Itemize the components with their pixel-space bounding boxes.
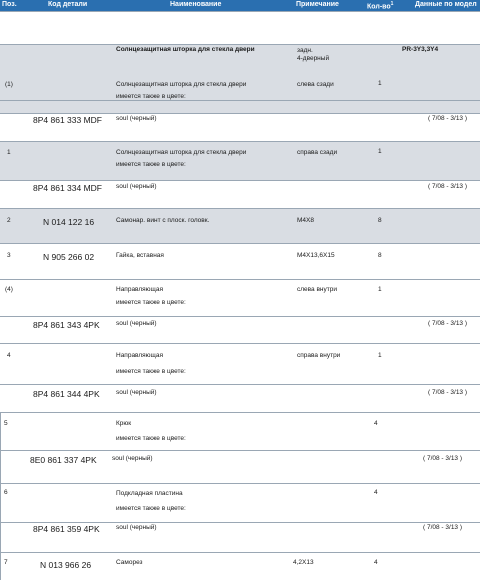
color-label: soul (черный) [116,524,157,531]
row-name: Солнцезащитная шторка для стекла двери [116,81,247,88]
row-note: справа внутри [297,352,341,359]
row-qty: 1 [378,148,382,155]
row-name: Крюк [116,420,132,427]
row-also-color: имеется также в цвете: [116,161,186,168]
row-name: Саморез [116,559,143,566]
rule [0,522,480,523]
color-label: soul (черный) [112,455,153,462]
row-qty: 4 [374,420,378,427]
row-pos: 2 [7,217,11,224]
rule [0,44,480,45]
table-header [0,0,480,11]
group-model: PR-3Y3,3Y4 [402,46,439,53]
row-name: Гайка, вставная [116,252,164,259]
rule [0,483,480,484]
row-pos: (4) [5,286,13,293]
row-also-color: имеется также в цвете: [116,368,186,375]
rule [0,316,480,317]
date-range: ( 7/08 - 3/13 ) [428,389,468,396]
row-also-color: имеется также в цвете: [116,93,186,100]
rule [0,113,480,114]
col-qty-label: Кол-во [367,3,391,11]
rule [0,450,480,451]
col-qty-header [367,1,393,10]
row-name: Подкладная пластина [116,490,183,497]
part-code-link[interactable]: N 013 966 26 [40,560,92,570]
row-qty: 8 [378,217,382,224]
rule [0,141,480,142]
row-also-color: имеется также в цвете: [116,505,186,512]
row-qty: 1 [378,80,382,87]
row-also-color: имеется также в цвете: [116,435,186,442]
rule [0,180,480,181]
row-note: M4X8 [297,217,314,224]
date-range: ( 7/08 - 3/13 ) [423,455,463,462]
col-model-header: Данные по модел [415,1,477,8]
color-label: soul (черный) [116,389,157,396]
date-range: ( 7/08 - 3/13 ) [423,524,463,531]
row-qty: 1 [378,286,382,293]
date-range: ( 7/08 - 3/13 ) [428,320,468,327]
row-note: слева сзади [297,81,334,88]
row-name: Самонар. винт с плоск. головк. [116,217,210,224]
row-name: Направляющая [116,286,164,293]
part-code-link[interactable]: 8P4 861 333 MDF [33,115,102,125]
part-code-link[interactable]: 8E0 861 337 4PK [30,455,97,465]
row-qty: 4 [374,489,378,496]
part-code-link[interactable]: 8P4 861 343 4PK [33,320,100,330]
row-note: справа сзади [297,149,338,156]
row-name: Солнцезащитная шторка для стекла двери [116,149,247,156]
row-qty: 8 [378,252,382,259]
row-pos: 4 [7,352,11,359]
rule [0,11,480,12]
row-pos: 5 [4,420,8,427]
date-range: ( 7/08 - 3/13 ) [428,115,468,122]
rule [0,412,480,413]
row-note: 4,2X13 [293,559,314,566]
col-name-header: Наименование [170,1,222,8]
row-pos: (1) [5,81,13,88]
part-code-link[interactable]: N 014 122 16 [43,217,95,227]
col-pos-header: Поз. [2,1,17,8]
col-qty-footnote: 1 [390,1,394,7]
rule [0,243,480,244]
row-name: Направляющая [116,352,164,359]
part-code-link[interactable]: 8P4 861 334 MDF [33,183,102,193]
date-range: ( 7/08 - 3/13 ) [428,183,468,190]
left-border [0,412,1,580]
group-title: Солнцезащитная шторка для стекла двери [116,46,255,53]
row-note: M4X13,6X15 [297,252,335,259]
color-label: soul (черный) [116,115,157,122]
rule [0,552,480,553]
part-code-link[interactable]: N 905 266 02 [43,252,95,262]
col-code-header: Код детали [48,1,88,8]
part-code-link[interactable]: 8P4 861 344 4PK [33,389,100,399]
row-note: слева внутри [297,286,337,293]
col-note-header: Примечание [296,1,339,8]
row-qty: 1 [378,352,382,359]
group-note-line1: задн. [297,47,313,54]
rule [0,384,480,385]
row-pos: 6 [4,489,8,496]
part-code-link[interactable]: 8P4 861 359 4PK [33,524,100,534]
row-qty: 4 [374,559,378,566]
rule [0,279,480,280]
row-pos: 3 [7,252,11,259]
color-label: soul (черный) [116,183,157,190]
rule [0,100,480,101]
color-label: soul (черный) [116,320,157,327]
row-also-color: имеется также в цвете: [116,299,186,306]
row-pos: 7 [4,559,8,566]
group-note-line2: 4-дверный [297,55,330,62]
rule [0,343,480,344]
rule [0,208,480,209]
row-pos: 1 [7,149,11,156]
